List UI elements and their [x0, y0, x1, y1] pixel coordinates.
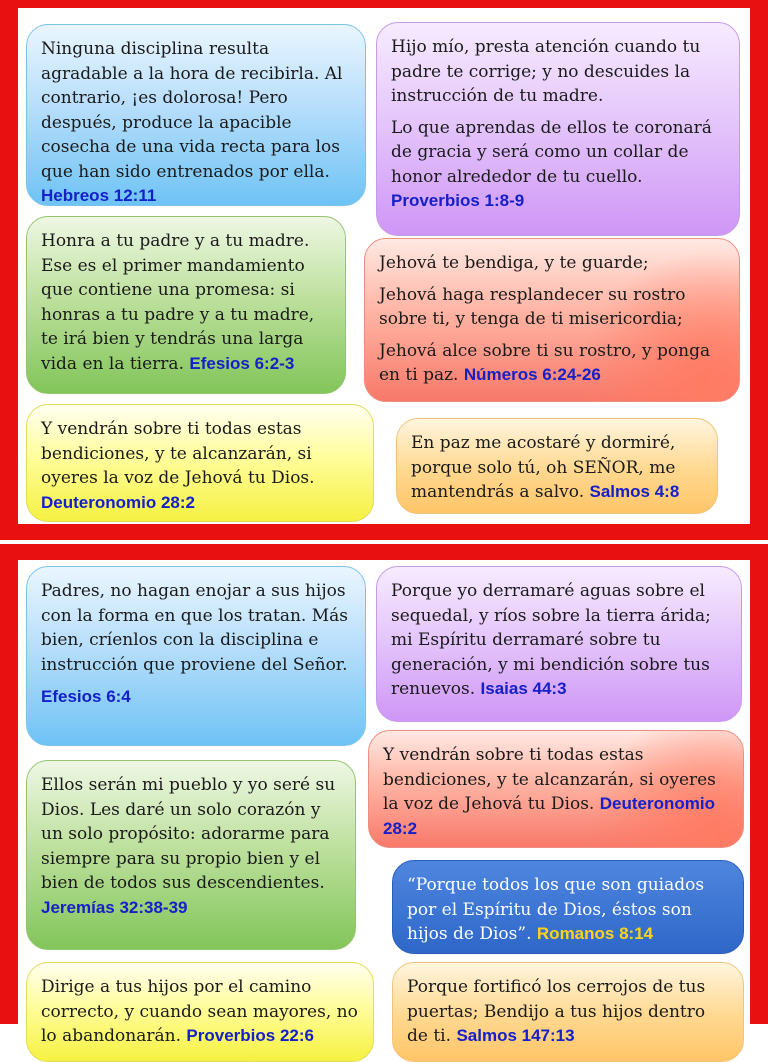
verse-text: Honra a tu padre y a tu madre. Ese es el primer mandamiento que contiene una promesa: si honras a tu padre y a tu madre, te irá bien y tendrás una larga vida en la tierra. Efesios 6:2-3: [41, 231, 315, 374]
verse-text: “Porque todos los que son guiados por el Espíritu de Dios, éstos son hijos de Dios”. Romanos 8:14: [407, 875, 705, 944]
verse-text: Ninguna disciplina resulta agradable a la hora de recibirla. Al contrario, ¡es dolorosa! Pero después, produce la apacible cosecha de una vida recta para los que han sido entrenados por ella. Hebreos 12:11: [41, 39, 343, 205]
verse-card-isaias: [376, 566, 742, 722]
verse-text: Y vendrán sobre ti todas estas bendiciones, y te alcanzarán, si oyeres la voz de Jehová tu Dios. Deuteronomio 28:2: [41, 419, 315, 512]
verse-reference: Salmos 4:8: [589, 482, 680, 501]
verse-reference: Proverbios 22:6: [186, 1026, 314, 1045]
sheet-panel: [18, 560, 750, 1046]
verse-reference: Jeremías 32:38-39: [41, 897, 188, 917]
verse-text: Porque yo derramaré aguas sobre el sequedal, y ríos sobre la tierra árida; mi Espíritu derramaré sobre tu generación, y mi bendición sobre tus renuevos. Isaias 44:3: [391, 581, 711, 699]
verse-text: En paz me acostaré y dormiré, porque solo tú, oh SEÑOR, me mantendrás a salvo. Salmos 4:8: [411, 433, 680, 502]
verse-reference: Salmos 147:13: [456, 1026, 575, 1045]
verse-card-salmos-147: [392, 962, 744, 1062]
verse-reference: Deuteronomio 28:2: [41, 492, 195, 512]
verse-card-deuteronomio-2: [368, 730, 744, 848]
verse-reference: Deuteronomio 28:2: [383, 794, 715, 838]
verse-reference: Efesios 6:2-3: [189, 353, 295, 373]
verse-text: Jehová haga resplandecer su rostro sobre ti, y tenga de ti misericordia;: [379, 284, 686, 329]
verse-card-numeros: [364, 238, 740, 402]
verse-card-proverbios-1: [376, 22, 740, 236]
verse-card-jeremias: [26, 760, 356, 950]
verse-reference: Hebreos 12:11: [41, 186, 157, 205]
verse-reference: Proverbios 1:8-9: [391, 191, 525, 210]
verse-sheet-2: [0, 544, 768, 1046]
verse-text: Padres, no hagan enojar a sus hijos con la forma en que los tratan. Más bien, críenlos con la disciplina e instrucción que proviene del Señor.: [41, 581, 348, 675]
verse-text: Hijo mío, presta atención cuando tu padre te corrige; y no descuides la instrucción de tu madre.: [391, 37, 701, 106]
verse-card-salmos-4: [396, 418, 718, 514]
verse-card-deuteronomio: [26, 404, 374, 522]
sheet-panel: [18, 8, 750, 524]
verse-text: Jehová alce sobre ti su rostro, y ponga en ti paz. Números 6:24-26: [379, 340, 711, 385]
verse-card-efesios-6-2: [26, 216, 346, 394]
verse-text: Dirige a tus hijos por el camino correcto, y cuando sean mayores, no lo abandonarán. Proverbios 22:6: [41, 977, 358, 1046]
verse-text: Jehová te bendiga, y te guarde;: [379, 253, 649, 273]
verse-text: Lo que aprendas de ellos te coronará de gracia y será como un collar de honor alrededor de tu cuello. Proverbios 1:8-9: [391, 117, 712, 210]
verse-card-romanos: [392, 860, 744, 954]
verse-text: Y vendrán sobre ti todas estas bendiciones, y te alcanzarán, si oyeres la voz de Jehová tu Dios. Deuteronomio 28:2: [383, 745, 716, 838]
verse-reference: Isaias 44:3: [480, 679, 567, 698]
verse-reference: Efesios 6:4: [41, 687, 131, 706]
verse-card-hebreos: [26, 24, 366, 206]
verse-reference: Romanos 8:14: [536, 924, 654, 943]
verse-card-proverbios-22: [26, 962, 374, 1062]
verse-text: Ellos serán mi pueblo y yo seré su Dios. Les daré un solo corazón y un solo propósito: adorarme para siempre para su propio bien y el bien de todos sus descendientes. Jeremías 32:38-39: [41, 775, 336, 917]
verse-card-efesios-6-4: [26, 566, 366, 746]
verse-text: Porque fortificó los cerrojos de tus puertas; Bendijo a tus hijos dentro de ti. Salmos 147:13: [407, 977, 706, 1046]
verse-reference: Números 6:24-26: [463, 365, 601, 384]
